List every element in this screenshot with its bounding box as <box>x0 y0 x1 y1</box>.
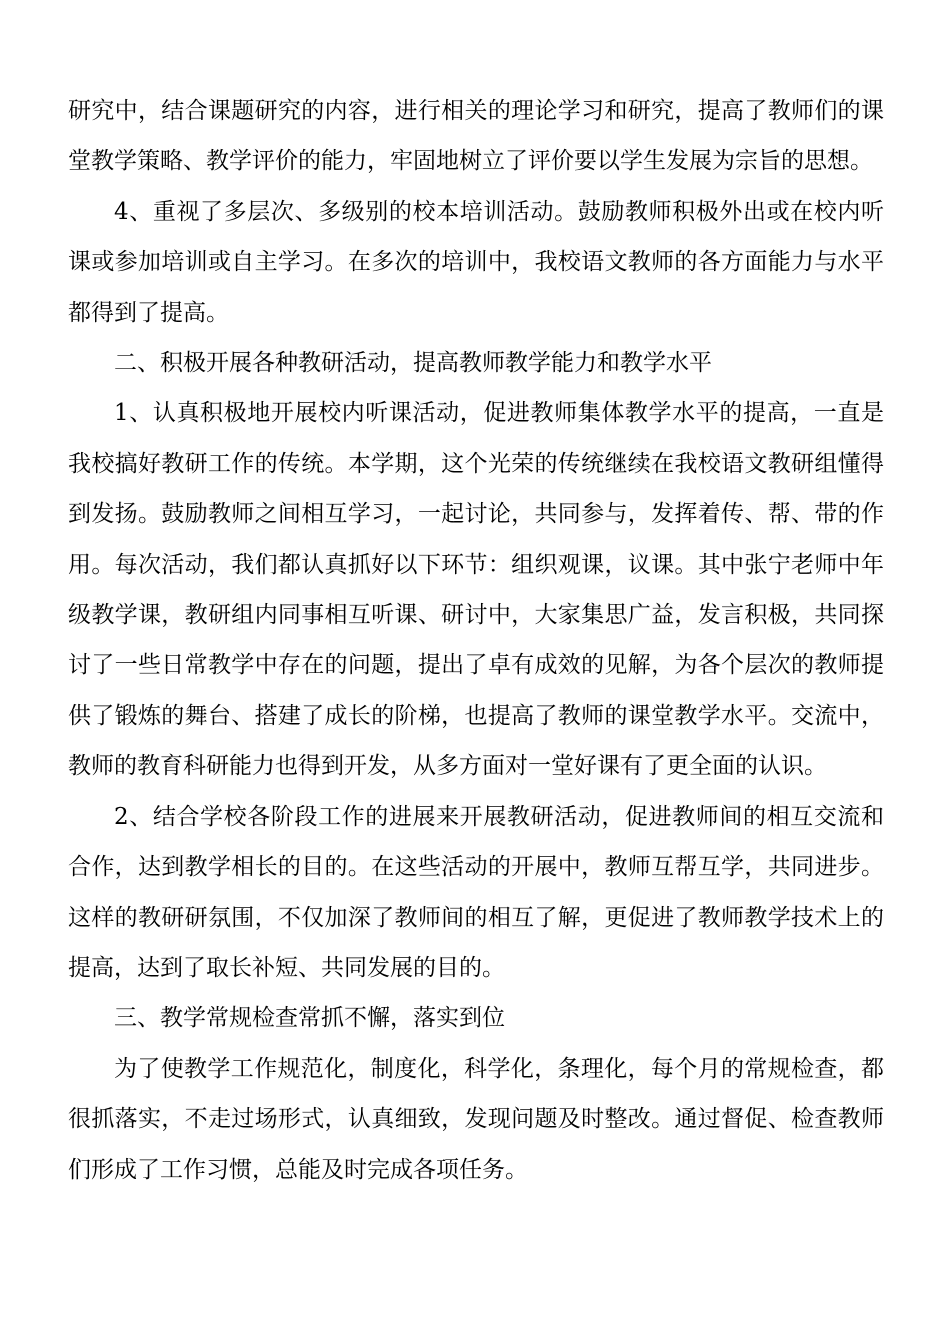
section-heading-teaching-research: 二、积极开展各种教研活动，提高教师教学能力和教学水平 <box>114 350 712 377</box>
paragraph-research-activities: 2、结合学校各阶段工作的进展来开展教研活动，促进教师间的相互交流和合作，达到教学相长的目的。在这些活动的开展中，教师互帮互学，共同进步。这样的教研研氛围，不仅加深了教师间的相互了解，更促进了教师教学技术上的提高，达到了取长补短、共同发展的目的。 <box>68 803 884 981</box>
paragraph-lesson-observation: 1、认真积极地开展校内听课活动，促进教师集体教学水平的提高，一直是我校搞好教研工作的传统。本学期，这个光荣的传统继续在我校语文教研组懂得到发扬。鼓励教师之间相互学习，一起讨论，共同参与，发挥着传、帮、带的作用。每次活动，我们都认真抓好以下环节：组织观课，议课。其中张宁老师中年级教学课，教研组内同事相互听课、研讨中，大家集思广益，发言积极，共同探讨了一些日常教学中存在的问题，提出了卓有成效的见解，为各个层次的教师提供了锻炼的舞台、搭建了成长的阶梯，也提高了教师的课堂教学水平。交流中，教师的教育科研能力也得到开发，从多方面对一堂好课有了更全面的认识。 <box>68 400 884 780</box>
document-page <box>68 86 884 1195</box>
paragraph-monthly-checks: 为了使教学工作规范化，制度化，科学化，条理化，每个月的常规检查，都很抓落实，不走过场形式，认真细致，发现问题及时整改。通过督促、检查教师们形成了工作习惯，总能及时完成各项任务。 <box>68 1055 884 1183</box>
section-heading-routine-checks: 三、教学常规检查常抓不懈，落实到位 <box>114 1005 505 1032</box>
paragraph-school-training: 4、重视了多层次、多级别的校本培训活动。鼓励教师积极外出或在校内听课或参加培训或自主学习。在多次的培训中，我校语文教师的各方面能力与水平都得到了提高。 <box>68 198 884 326</box>
paragraph-research-continuation: 研究中，结合课题研究的内容，进行相关的理论学习和研究，提高了教师们的课堂教学策略、教学评价的能力，牢固地树立了评价要以学生发展为宗旨的思想。 <box>68 98 884 175</box>
